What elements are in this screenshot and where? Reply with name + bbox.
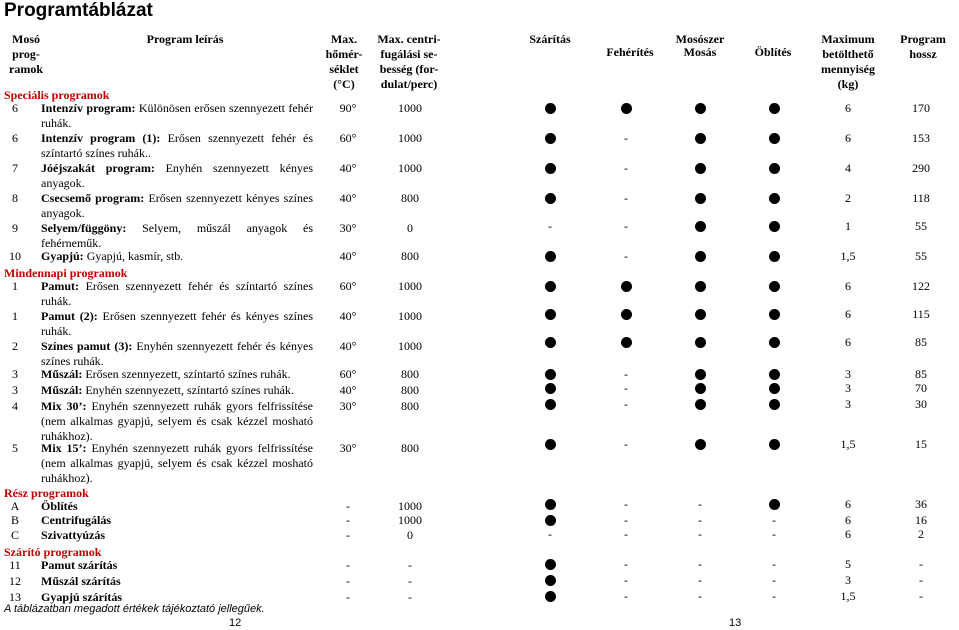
max-load: 6 [845, 335, 851, 349]
program-name: Pamut szárítás [41, 558, 118, 572]
program-number: 4 [12, 399, 18, 413]
drying-dot-icon [540, 397, 560, 410]
max-temperature: 60° [339, 279, 357, 293]
max-temperature: 90° [339, 101, 357, 115]
wash-dot-icon [690, 219, 710, 232]
program-name: Öblítés [41, 499, 78, 513]
program-number: 10 [9, 249, 21, 263]
max-load: 1,5 [840, 249, 856, 263]
section-dryer-programs: Szárító programok [4, 545, 102, 559]
max-load: 6 [845, 497, 851, 511]
max-load: 1,5 [840, 589, 856, 603]
program-description [41, 101, 313, 131]
max-load: 2 [845, 191, 851, 205]
rinse-dot-icon [764, 249, 784, 262]
table-row-left [4, 279, 454, 309]
program-detail: Selyem, műszál anyagok és fehérneműk. [41, 221, 313, 250]
header-max-load: Maximum betölthető mennyiség (kg) [821, 32, 875, 91]
drying-dot-icon [540, 249, 560, 262]
bleach-dash: - [624, 249, 628, 263]
program-name: Színes pamut (3): [41, 339, 133, 353]
rinse-dot-icon [764, 101, 784, 114]
bleach-dot-icon [616, 307, 636, 320]
wash-dot-icon [690, 381, 710, 394]
rinse-dash: - [772, 527, 776, 541]
max-load: 6 [845, 527, 851, 541]
max-temperature: 40° [339, 161, 357, 175]
wash-dot-icon [690, 279, 710, 292]
program-duration: 2 [918, 527, 924, 541]
max-temperature: 40° [339, 339, 357, 353]
program-number: A [10, 499, 20, 513]
drying-dot-icon [540, 513, 560, 526]
max-spin-speed: 1000 [398, 339, 422, 353]
wash-dot-icon [690, 161, 710, 174]
program-duration: 15 [915, 437, 927, 451]
rinse-dot-icon [764, 335, 784, 348]
program-description [41, 131, 313, 161]
max-spin-speed: 800 [401, 399, 419, 413]
drying-dot-icon [540, 131, 560, 144]
rinse-dot-icon [764, 437, 784, 450]
program-name: Gyapjú: [41, 249, 84, 263]
wash-dash: - [698, 557, 702, 571]
program-name: Mix 30’: [41, 399, 87, 413]
program-description [41, 574, 313, 589]
program-number: 12 [9, 574, 21, 588]
header-max-temperature: Max. hőmér- séklet (°C) [325, 32, 363, 91]
program-detail: Erősen szennyezett, színtartó színes ruhák. [82, 367, 291, 381]
table-row-left [4, 558, 454, 573]
program-description [41, 309, 313, 339]
max-spin-speed: - [408, 558, 412, 572]
drying-dot-icon [540, 279, 560, 292]
drying-dot-icon [540, 367, 560, 380]
max-load: 4 [845, 161, 851, 175]
max-spin-speed: 800 [401, 367, 419, 381]
max-temperature: - [346, 499, 350, 513]
program-number: 3 [12, 367, 18, 381]
drying-dot-icon [540, 191, 560, 204]
program-name: Pamut (2): [41, 309, 98, 323]
table-row-right [500, 307, 959, 322]
page-number-right: 13 [729, 617, 742, 629]
bleach-dash: - [624, 161, 628, 175]
program-detail: Enyhén szennyezett kényes anyagok. [41, 161, 313, 190]
wash-dot-icon [690, 437, 710, 450]
program-number: 1 [12, 309, 18, 323]
program-name: Csecsemő program: [41, 191, 145, 205]
table-row-left [4, 383, 454, 398]
rinse-dot-icon [764, 191, 784, 204]
table-row-right [500, 397, 959, 412]
table-row-right [500, 131, 959, 146]
program-detail: Enyhén szennyezett, színtartó színes ruhák. [82, 383, 294, 397]
wash-dot-icon [690, 367, 710, 380]
max-temperature: - [346, 574, 350, 588]
program-name: Intenzív program: [41, 101, 136, 115]
program-description [41, 528, 313, 543]
max-load: 6 [845, 279, 851, 293]
program-duration: 16 [915, 513, 927, 527]
drying-dot-icon [540, 307, 560, 320]
drying-dot-icon [540, 381, 560, 394]
program-detail: Gyapjú, kasmír, stb. [83, 249, 184, 263]
program-description [41, 161, 313, 191]
bleach-dash: - [624, 557, 628, 571]
rinse-dot-icon [764, 161, 784, 174]
program-name: Pamut: [41, 279, 79, 293]
table-row-left [4, 221, 454, 251]
table-row-left [4, 101, 454, 131]
max-spin-speed: 800 [401, 191, 419, 205]
table-row-left [4, 513, 454, 528]
max-temperature: - [346, 513, 350, 527]
drying-dot-icon [540, 497, 560, 510]
table-row-right [500, 527, 959, 542]
program-name: Műszál: [41, 383, 83, 397]
table-row-left [4, 249, 454, 264]
page-number-left: 12 [229, 617, 242, 629]
max-temperature: - [346, 590, 350, 604]
program-name: Műszál: [41, 367, 83, 381]
table-row-right [500, 101, 959, 116]
bleach-dot-icon [616, 279, 636, 292]
program-number: 11 [9, 558, 21, 572]
program-name: Jóéjszakát program: [41, 161, 155, 175]
header-detergent: Mosószer [675, 32, 725, 46]
bleach-dash: - [624, 131, 628, 145]
wash-dot-icon [690, 249, 710, 262]
wash-dot-icon [690, 191, 710, 204]
max-temperature: 60° [339, 367, 357, 381]
program-name: Szivattyúzás [41, 528, 105, 542]
program-number: 2 [12, 339, 18, 353]
table-row-right [500, 497, 959, 512]
table-row-left [4, 499, 454, 514]
program-name: Gyapjú szárítás [41, 590, 122, 604]
max-temperature: 40° [339, 191, 357, 205]
rinse-dot-icon [764, 367, 784, 380]
program-detail: Erősen szennyezett fehér és színtartó színes ruhák. [41, 279, 313, 308]
wash-dash: - [698, 513, 702, 527]
max-load: 5 [845, 557, 851, 571]
program-description [41, 399, 313, 444]
drying-dot-icon [540, 557, 560, 570]
max-load: 3 [845, 573, 851, 587]
program-duration: 30 [915, 397, 927, 411]
bleach-dash: - [624, 191, 628, 205]
program-number: 1 [12, 279, 18, 293]
max-temperature: - [346, 558, 350, 572]
bleach-dash: - [624, 513, 628, 527]
table-row-left [4, 528, 454, 543]
max-load: 3 [845, 367, 851, 381]
footnote: A táblázatban megadott értékek tájékoztató jellegűek. [4, 603, 265, 615]
table-row-right [500, 573, 959, 588]
rinse-dash: - [772, 557, 776, 571]
header-program-number: Mosó prog- ramok [9, 32, 43, 76]
program-detail: Különösen erősen szennyezett fehér ruhák. [41, 101, 313, 130]
program-description [41, 383, 313, 398]
program-detail: Enyhén szennyezett ruhák gyors felfrissítése (nem alkalmas gyapjú, selyem és csak kézzel mosható ruhákhoz). [41, 441, 313, 485]
table-row-right [500, 219, 959, 234]
max-temperature: 40° [339, 383, 357, 397]
program-name: Centrifugálás [41, 513, 111, 527]
max-spin-speed: 1000 [398, 513, 422, 527]
max-temperature: 40° [339, 249, 357, 263]
max-load: 6 [845, 513, 851, 527]
wash-dash: - [698, 573, 702, 587]
max-spin-speed: - [408, 590, 412, 604]
section-partial-programs: Rész programok [4, 486, 89, 500]
bleach-dash: - [624, 589, 628, 603]
bleach-dash: - [624, 367, 628, 381]
program-detail: Erősen szennyezett fehér és színtartó színes ruhák.. [41, 131, 313, 160]
program-duration: 290 [912, 161, 930, 175]
max-load: 6 [845, 101, 851, 115]
bleach-dash: - [624, 381, 628, 395]
program-description [41, 441, 313, 486]
header-bleach: Fehérítés [606, 45, 654, 59]
program-description [41, 191, 313, 221]
max-spin-speed: 800 [401, 249, 419, 263]
bleach-dash: - [624, 397, 628, 411]
program-description [41, 221, 313, 251]
table-row-left [4, 574, 454, 589]
program-number: 3 [12, 383, 18, 397]
wash-dot-icon [690, 335, 710, 348]
drying-dash: - [548, 219, 552, 233]
drying-dash: - [548, 527, 552, 541]
program-number: C [10, 528, 19, 542]
max-temperature: 60° [339, 131, 357, 145]
table-row-right [500, 513, 959, 528]
header-program-duration: Program hossz [900, 32, 946, 61]
max-temperature: 30° [339, 221, 357, 235]
program-number: B [10, 513, 19, 527]
max-spin-speed: 1000 [398, 131, 422, 145]
program-name: Intenzív program (1): [41, 131, 161, 145]
rinse-dash: - [772, 573, 776, 587]
header-drying: Szárítás [529, 32, 571, 46]
max-spin-speed: 1000 [398, 309, 422, 323]
program-duration: 55 [915, 249, 927, 263]
table-row-left [4, 309, 454, 339]
program-description [41, 367, 313, 382]
bleach-dot-icon [616, 335, 636, 348]
table-row-right [500, 161, 959, 176]
drying-dot-icon [540, 161, 560, 174]
program-description [41, 513, 313, 528]
section-everyday-programs: Mindennapi programok [4, 266, 128, 280]
max-load: 6 [845, 307, 851, 321]
program-duration: - [919, 557, 923, 571]
table-row-right [500, 589, 959, 604]
program-duration: 118 [912, 191, 930, 205]
program-duration: 70 [915, 381, 927, 395]
table-row-left [4, 131, 454, 161]
table-row-right [500, 191, 959, 206]
max-load: 1,5 [840, 437, 856, 451]
program-name: Selyem/függöny: [41, 221, 127, 235]
program-number: 7 [12, 161, 18, 175]
program-detail: Enyhén szennyezett ruhák gyors felfrissítése (nem alkalmas gyapjú, selyem és csak kézzel mosható ruhákhoz). [41, 399, 313, 443]
program-duration: 170 [912, 101, 930, 115]
program-number: 9 [12, 221, 18, 235]
table-row-right [500, 279, 959, 294]
wash-dot-icon [690, 101, 710, 114]
header-program-description: Program leírás [146, 32, 224, 46]
table-row-right [500, 367, 959, 382]
bleach-dash: - [624, 527, 628, 541]
rinse-dash: - [772, 513, 776, 527]
program-name: Műszál szárítás [41, 574, 121, 588]
max-temperature: 30° [339, 441, 357, 455]
rinse-dot-icon [764, 397, 784, 410]
program-detail: Erősen szennyezett fehér és kényes színes ruhák. [41, 309, 313, 338]
program-duration: 36 [915, 497, 927, 511]
program-number: 8 [12, 191, 18, 205]
bleach-dash: - [624, 437, 628, 451]
rinse-dot-icon [764, 381, 784, 394]
max-spin-speed: 1000 [398, 101, 422, 115]
rinse-dot-icon [764, 279, 784, 292]
max-spin-speed: 800 [401, 441, 419, 455]
table-row-left [4, 191, 454, 221]
max-spin-speed: 0 [407, 221, 413, 235]
table-row-right [500, 437, 959, 452]
table-row-left [4, 161, 454, 191]
bleach-dash: - [624, 219, 628, 233]
max-spin-speed: 800 [401, 383, 419, 397]
max-spin-speed: 1000 [398, 161, 422, 175]
program-duration: 115 [912, 307, 930, 321]
program-number: 6 [12, 131, 18, 145]
table-row-right [500, 557, 959, 572]
max-temperature: - [346, 528, 350, 542]
max-load: 3 [845, 381, 851, 395]
program-detail: Erősen szennyezett kényes színes anyagok. [41, 191, 313, 220]
bleach-dash: - [624, 573, 628, 587]
wash-dot-icon [690, 397, 710, 410]
max-spin-speed: - [408, 574, 412, 588]
bleach-dot-icon [616, 101, 636, 114]
wash-dot-icon [690, 307, 710, 320]
drying-dot-icon [540, 101, 560, 114]
table-row-right [500, 335, 959, 350]
table-row-right [500, 381, 959, 396]
table-row-left [4, 339, 454, 369]
program-number: 13 [9, 590, 21, 604]
max-load: 6 [845, 131, 851, 145]
rinse-dot-icon [764, 307, 784, 320]
rinse-dash: - [772, 589, 776, 603]
max-temperature: 30° [339, 399, 357, 413]
rinse-dot-icon [764, 497, 784, 510]
wash-dash: - [698, 527, 702, 541]
program-description [41, 558, 313, 573]
program-description [41, 279, 313, 309]
bleach-dash: - [624, 497, 628, 511]
program-description [41, 249, 313, 264]
program-duration: - [919, 589, 923, 603]
program-duration: - [919, 573, 923, 587]
max-load: 1 [845, 219, 851, 233]
drying-dot-icon [540, 573, 560, 586]
program-duration: 85 [915, 335, 927, 349]
table-row-left [4, 399, 454, 444]
max-spin-speed: 1000 [398, 279, 422, 293]
program-duration: 122 [912, 279, 930, 293]
program-number: 5 [12, 441, 18, 455]
header-max-spin-speed: Max. centri- fugálási se- besség (for- dulat/perc) [377, 32, 441, 91]
max-spin-speed: 1000 [398, 499, 422, 513]
max-load: 3 [845, 397, 851, 411]
header-wash: Mosás [683, 45, 717, 59]
program-description [41, 339, 313, 369]
program-number: 6 [12, 101, 18, 115]
wash-dot-icon [690, 131, 710, 144]
section-special-programs: Speciális programok [4, 88, 110, 102]
table-row-left [4, 367, 454, 382]
wash-dash: - [698, 589, 702, 603]
drying-dot-icon [540, 589, 560, 602]
max-spin-speed: 0 [407, 528, 413, 542]
program-duration: 85 [915, 367, 927, 381]
program-description [41, 499, 313, 514]
drying-dot-icon [540, 437, 560, 450]
program-duration: 55 [915, 219, 927, 233]
rinse-dot-icon [764, 131, 784, 144]
table-row-left [4, 441, 454, 486]
program-duration: 153 [912, 131, 930, 145]
rinse-dot-icon [764, 219, 784, 232]
max-temperature: 40° [339, 309, 357, 323]
program-name: Mix 15’: [41, 441, 87, 455]
wash-dash: - [698, 497, 702, 511]
header-rinse: Öblítés [754, 45, 792, 59]
program-detail: Enyhén szennyezett fehér és kényes színes ruhák. [41, 339, 313, 368]
table-row-right [500, 249, 959, 264]
page-title: Programtáblázat [4, 0, 153, 21]
drying-dot-icon [540, 335, 560, 348]
